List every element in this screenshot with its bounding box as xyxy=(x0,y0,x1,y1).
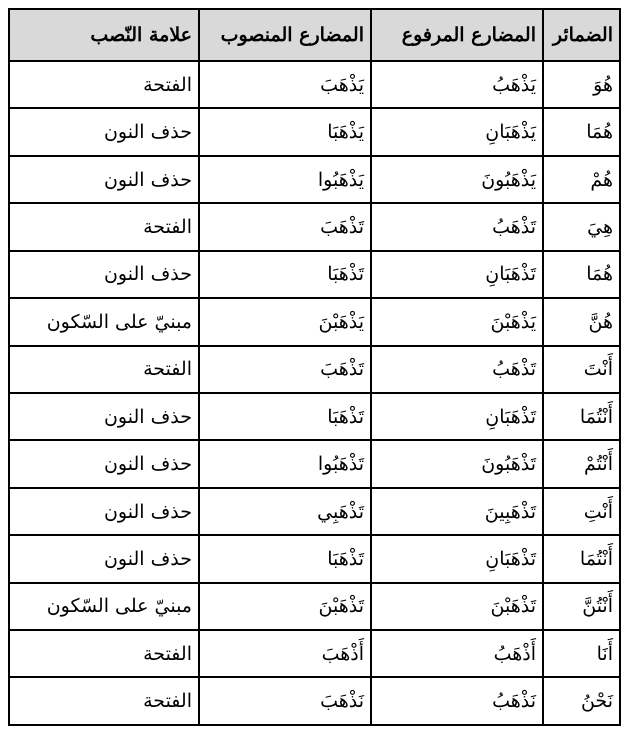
nasb-mark-cell: حذف النون xyxy=(9,251,199,298)
nasb-mark-cell: حذف النون xyxy=(9,156,199,203)
mansub-cell: يَذْهَبَا xyxy=(199,108,371,155)
mansub-cell: أَذْهَبَ xyxy=(199,630,371,677)
mansub-cell: تَذْهَبَ xyxy=(199,203,371,250)
table-row xyxy=(9,156,620,203)
pronoun-cell: نَحْنُ xyxy=(543,677,620,725)
pronoun-cell: أَنْتِ xyxy=(543,488,620,535)
nasb-mark-cell: حذف النون xyxy=(9,535,199,582)
pronoun-cell: هُمَا xyxy=(543,251,620,298)
marfu-cell: تَذْهَبُ xyxy=(371,346,543,393)
pronoun-cell: هِيَ xyxy=(543,203,620,250)
mansub-cell: تَذْهَبْنَ xyxy=(199,583,371,630)
pronoun-cell: أَنَا xyxy=(543,630,620,677)
marfu-cell: تَذْهَبْنَ xyxy=(371,583,543,630)
marfu-cell: تَذْهَبُونَ xyxy=(371,440,543,487)
conjugation-table xyxy=(8,8,621,726)
marfu-cell: تَذْهَبَانِ xyxy=(371,535,543,582)
nasb-mark-cell: حذف النون xyxy=(9,393,199,440)
table-row xyxy=(9,61,620,108)
marfu-cell: تَذْهَبَانِ xyxy=(371,393,543,440)
table-row xyxy=(9,440,620,487)
mansub-cell: نَذْهَبَ xyxy=(199,677,371,725)
table-row xyxy=(9,393,620,440)
pronoun-cell: أَنْتُنَّ xyxy=(543,583,620,630)
nasb-mark-cell: حذف النون xyxy=(9,488,199,535)
marfu-cell: يَذْهَبُونَ xyxy=(371,156,543,203)
pronoun-cell: هُمْ xyxy=(543,156,620,203)
table-body xyxy=(9,61,620,725)
mansub-cell: يَذْهَبْنَ xyxy=(199,298,371,345)
mansub-cell: تَذْهَبَا xyxy=(199,535,371,582)
header-marfu: المضارع المرفوع xyxy=(371,9,543,61)
pronoun-cell: هُوَ xyxy=(543,61,620,108)
mansub-cell: تَذْهَبُوا xyxy=(199,440,371,487)
header-mansub: المضارع المنصوب xyxy=(199,9,371,61)
table-row xyxy=(9,535,620,582)
nasb-mark-cell: الفتحة xyxy=(9,61,199,108)
table-row xyxy=(9,251,620,298)
nasb-mark-cell: حذف النون xyxy=(9,108,199,155)
nasb-mark-cell: الفتحة xyxy=(9,677,199,725)
nasb-mark-cell: الفتحة xyxy=(9,346,199,393)
nasb-mark-cell: مبنيّ على السّكون xyxy=(9,298,199,345)
mansub-cell: تَذْهَبَ xyxy=(199,346,371,393)
mansub-cell: يَذْهَبَ xyxy=(199,61,371,108)
nasb-mark-cell: الفتحة xyxy=(9,203,199,250)
table-row xyxy=(9,203,620,250)
header-pronouns: الضمائر xyxy=(543,9,620,61)
table-row xyxy=(9,488,620,535)
table-row xyxy=(9,346,620,393)
marfu-cell: يَذْهَبَانِ xyxy=(371,108,543,155)
header-row xyxy=(9,9,620,61)
pronoun-cell: أَنْتُمَا xyxy=(543,393,620,440)
mansub-cell: تَذْهَبِي xyxy=(199,488,371,535)
mansub-cell: تَذْهَبَا xyxy=(199,251,371,298)
nasb-mark-cell: حذف النون xyxy=(9,440,199,487)
marfu-cell: يَذْهَبْنَ xyxy=(371,298,543,345)
nasb-mark-cell: الفتحة xyxy=(9,630,199,677)
header-nasb-mark: علامة النّصب xyxy=(9,9,199,61)
table-row xyxy=(9,583,620,630)
pronoun-cell: أَنْتَ xyxy=(543,346,620,393)
mansub-cell: تَذْهَبَا xyxy=(199,393,371,440)
pronoun-cell: هُنَّ xyxy=(543,298,620,345)
table-row xyxy=(9,630,620,677)
marfu-cell: نَذْهَبُ xyxy=(371,677,543,725)
marfu-cell: يَذْهَبُ xyxy=(371,61,543,108)
mansub-cell: يَذْهَبُوا xyxy=(199,156,371,203)
pronoun-cell: أَنْتُمْ xyxy=(543,440,620,487)
marfu-cell: تَذْهَبُ xyxy=(371,203,543,250)
table-row xyxy=(9,677,620,725)
marfu-cell: أَذْهَبُ xyxy=(371,630,543,677)
pronoun-cell: هُمَا xyxy=(543,108,620,155)
marfu-cell: تَذْهَبَانِ xyxy=(371,251,543,298)
nasb-mark-cell: مبنيّ على السّكون xyxy=(9,583,199,630)
table-row xyxy=(9,298,620,345)
pronoun-cell: أَنْتُمَا xyxy=(543,535,620,582)
table-row xyxy=(9,108,620,155)
marfu-cell: تَذْهَبِينَ xyxy=(371,488,543,535)
